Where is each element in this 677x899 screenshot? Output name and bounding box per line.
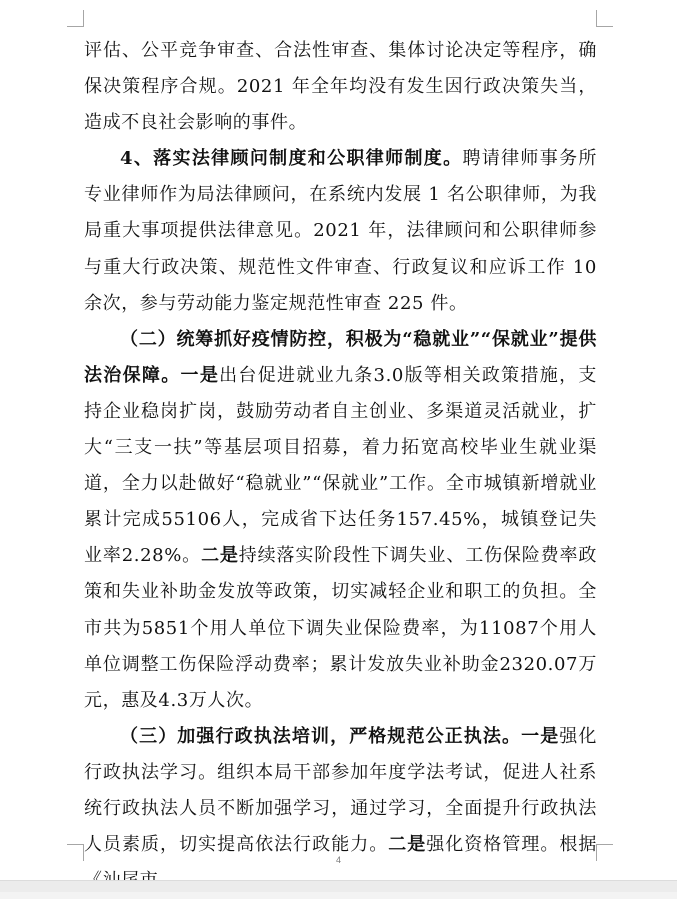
paragraph-employment (84, 322, 597, 719)
paragraph-text: 强化资格管理。根据 (426, 834, 597, 856)
paragraph-continuation: 评估、公平竞争审查、合法性审查、集体讨论决定等程序，确保决策程序合规。2021 年全年均没有发生因行政决策失当，造成不良社会影响的事件。 (84, 40, 597, 134)
page-gap (0, 880, 677, 892)
point-lead: 二是 (201, 545, 239, 567)
paragraph-text: 聘请律师事务所专业律师作为局法律顾问，在系统内发展 1 名公职律师，为我局重大事项提供法律意见。2021 年，法律顾问和公职律师参与重大行政决策、规范性文件审查、行政复议和应诉工作 10 余次，参与劳动能力鉴定规范性审查 225 件。 (84, 148, 598, 314)
crop-mark-top-right (596, 10, 613, 27)
paragraph-text: 持续落实阶段性下调失业、工伤保险费率政策和失业补助金发放等政策，切实减轻企业和职工的负担。全市共为5851个用人单位下调失业保险费率，为11087个用人单位调整工伤保险浮动费率；累计发放失业补助金2320.07万元，惠及4.3万人次。 (84, 545, 597, 711)
page-number: 4 (335, 855, 341, 865)
section-heading: （三）加强行政执法培训，严格规范公正执法。 (120, 725, 522, 747)
paragraph-heading: 4、落实法律顾问制度和公职律师制度。 (120, 148, 463, 170)
paragraph-enforcement (84, 719, 597, 899)
point-lead: 二是 (388, 834, 427, 856)
document-body (84, 33, 597, 899)
paragraph-text: 出台促进就业九条3.0版等相关政策措施，支持企业稳岗扩岗，鼓励劳动者自主创业、多渠道灵活就业，扩大“三支一扶”等基层项目招募，着力拓宽高校毕业生就业渠道，全力以赴做好“稳就业”“保就业”工作。全市城镇新增就业累计完成55106人，完成省下达任务157.45%，城镇登记失业率2.28%。 (84, 364, 597, 567)
section-heading: （二）统筹抓好疫情防控，积极为“稳就业”“保就业”提供法治保障。 (84, 328, 597, 386)
paragraph-text: 强化行政执法学习。组织本局干部参加年度学法考试，促进人社系统行政执法人员不断加强学习，通过学习，全面提升行政执法人员素质，切实提高依法行政能力。 (84, 725, 597, 856)
crop-mark-top-left (67, 10, 84, 27)
point-lead: 一是 (180, 364, 220, 386)
point-lead: 一是 (521, 725, 560, 747)
paragraph-legal-counsel (84, 141, 597, 321)
